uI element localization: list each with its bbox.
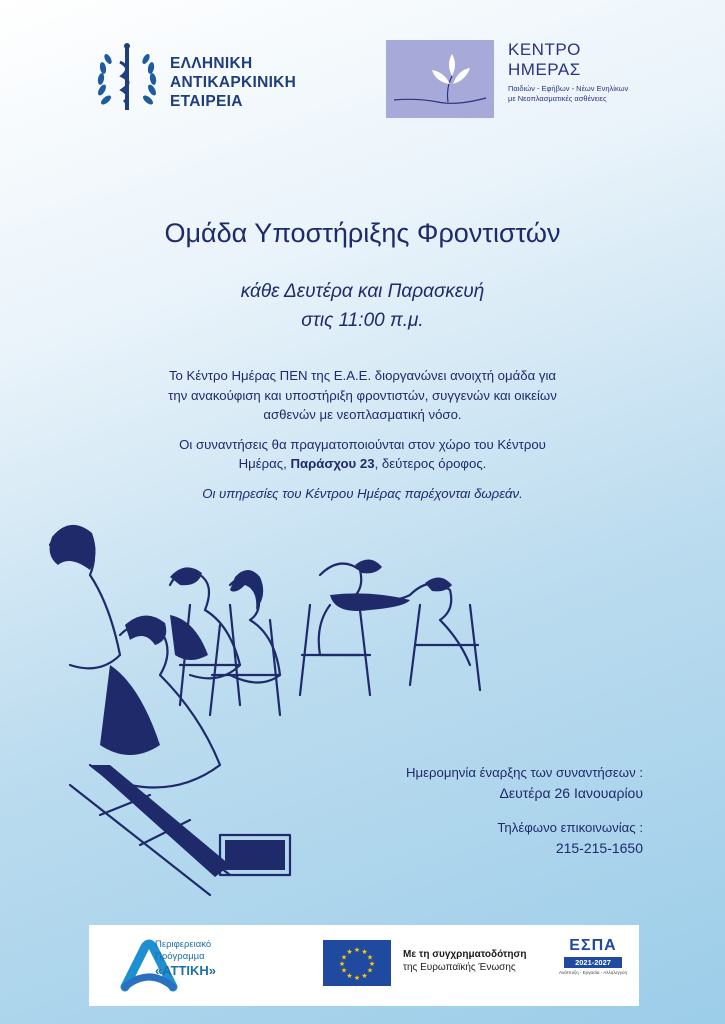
text-fragment: , δεύτερος όροφος. <box>374 456 487 471</box>
address: Παράσχου 23 <box>290 456 375 471</box>
eae-emblem-icon <box>92 40 162 120</box>
schedule-time: στις 11:00 π.μ. <box>301 310 424 331</box>
phone-number: 215-215-1650 <box>555 840 643 856</box>
svg-text:★: ★ <box>361 972 368 980</box>
schedule <box>0 277 725 335</box>
phone-label: Τηλέφωνο επικοινωνίας : <box>497 820 643 835</box>
eu-cofunding <box>403 948 526 974</box>
svg-text:★: ★ <box>346 948 353 956</box>
text-line: ασθενών με νεοπλασματική νόσο. <box>263 407 462 422</box>
eae-line: ΑΝΤΙΚΑΡΚΙΝΙΚΗ <box>170 74 297 91</box>
sprout-icon <box>386 40 494 118</box>
kentro-logo-box <box>386 40 494 118</box>
eae-line: ΕΛΛΗΝΙΚΗ <box>170 55 253 72</box>
text-line: Οι συναντήσεις θα πραγματοποιούνται στον χώρο του Κέντρου <box>179 436 546 452</box>
svg-text:★: ★ <box>353 974 361 982</box>
eu-line: της Ευρωπαϊκής Ένωσης <box>403 962 516 973</box>
kentro-sub-line: με Νεοπλασματικές ασθένειες <box>508 94 607 103</box>
text-line: την ανακούφιση και υποστήριξη φροντιστών, συγγενών και οικείων <box>168 387 557 403</box>
kentro-sub-line: Παιδιών - Εφήβων - Νέων Ενηλίκων <box>508 84 629 93</box>
eu-flag-icon <box>323 940 391 986</box>
phone-block <box>343 818 643 858</box>
kentro-title-line: ΗΜΕΡΑΣ <box>508 60 581 79</box>
espa-title: ΕΣΠΑ <box>569 937 617 954</box>
svg-text:★: ★ <box>340 953 348 962</box>
eae-name <box>170 54 296 111</box>
text-line: Το Κέντρο Ημέρας ΠΕΝ της Ε.Α.Ε. διοργανώνει ανοιχτή ομάδα για <box>168 368 557 383</box>
eu-line: Με τη συγχρηματοδότηση <box>403 949 527 960</box>
svg-text:★: ★ <box>361 948 368 956</box>
espa-subtitle: Ανάπτυξη - Εργασία - Αλληλεγγύη <box>559 970 627 975</box>
page-title: Ομάδα Υποστήριξης Φροντιστών <box>164 218 561 248</box>
svg-text:★: ★ <box>366 953 374 962</box>
attiki-line: Περιφερειακό <box>155 939 212 950</box>
funding-footer <box>89 925 639 1006</box>
svg-text:★: ★ <box>353 946 361 954</box>
espa-years: 2021-2027 <box>564 957 622 968</box>
eae-line: ΕΤΑΙΡΕΙΑ <box>170 93 243 110</box>
text-fragment: Ημέρας, <box>238 456 291 471</box>
svg-text:★: ★ <box>338 960 346 968</box>
attiki-name: «ΑΤΤΙΚΗ» <box>155 963 217 978</box>
free-services-note: Οι υπηρεσίες του Κέντρου Ημέρας παρέχονται δωρεάν. <box>202 485 523 501</box>
kentro-name <box>508 40 628 104</box>
start-date-value: Δευτέρα 26 Ιανουαρίου <box>499 785 643 801</box>
description <box>110 366 615 513</box>
svg-text:★: ★ <box>340 966 348 975</box>
svg-text:★: ★ <box>346 972 353 980</box>
description-paragraph-2 <box>110 435 615 474</box>
start-date-block <box>343 763 643 803</box>
attiki-line: Πρόγραμμα <box>155 951 205 962</box>
kentro-title-line: ΚΕΝΤΡΟ <box>508 40 581 59</box>
svg-text:★: ★ <box>366 966 374 975</box>
eae-logo <box>92 40 332 120</box>
description-paragraph-1 <box>110 366 615 425</box>
schedule-days: κάθε Δευτέρα και Παρασκευή <box>240 281 485 302</box>
svg-text:★: ★ <box>368 960 376 968</box>
espa-logo <box>559 937 627 987</box>
attiki-program <box>155 939 216 979</box>
start-date-label: Ημερομηνία έναρξης των συναντήσεων : <box>406 765 643 780</box>
